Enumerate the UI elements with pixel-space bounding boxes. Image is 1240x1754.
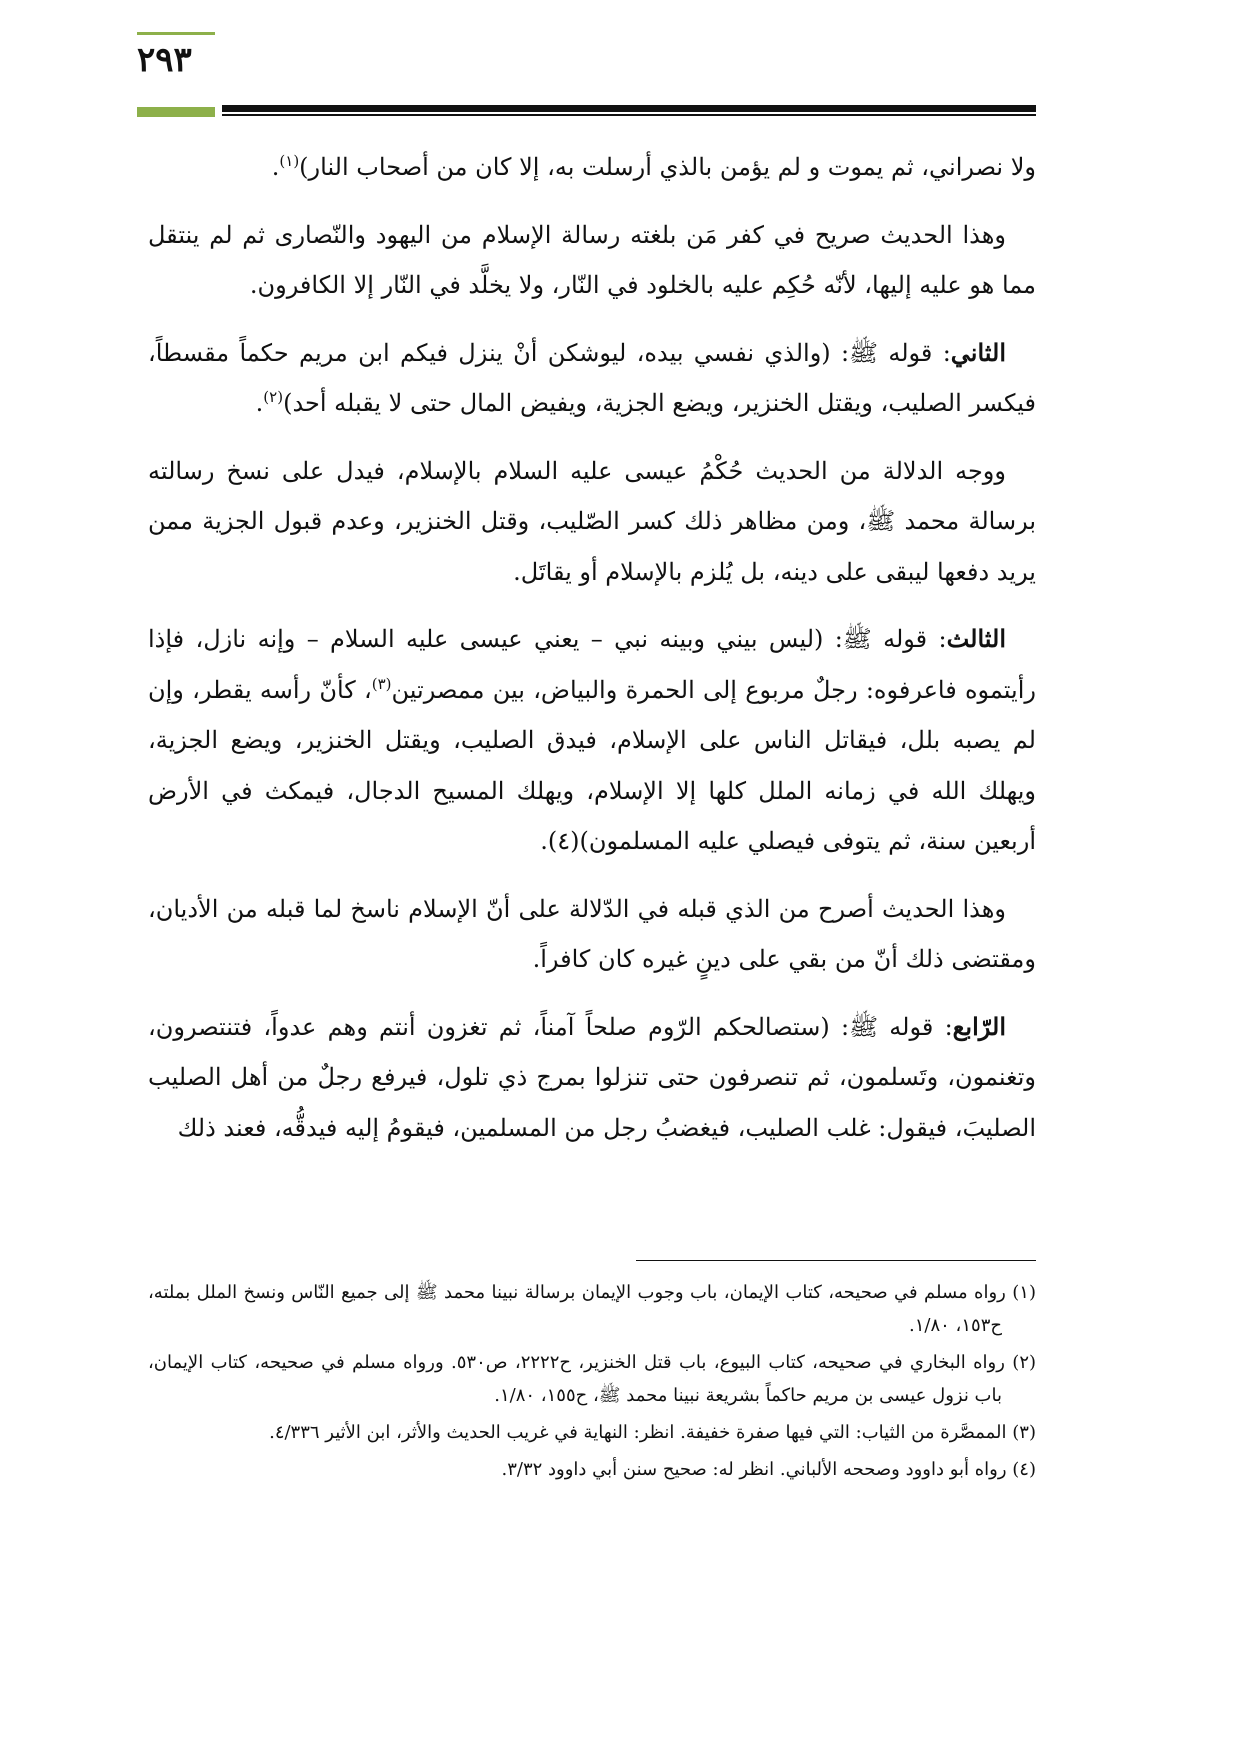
header-rule-thin [222, 114, 1036, 116]
footnote-ref: (١) [279, 152, 300, 170]
paragraph-tail: . [271, 153, 280, 181]
paragraph-text: : قوله ﷺ: (ليس بيني وبينه نبي – يعني عيسى عليه السلام – وإنه نازل، فإذا رأيتموه فاعرفوه: رجلٌ مربوع إلى الحمرة والبياض، بين ممصرتين [148, 625, 1036, 704]
paragraph-text: ووجه الدلالة من الحديث حُكْمُ عيسى عليه السلام بالإسلام، فيدل على نسخ رسالته برسالة محمد ﷺ، ومن مظاهر ذلك كسر الصّليب، وقتل الخنزير، وعدم قبول الجزية ممن يريد دفعها ليبقى على دينه، بل يُلزم بالإسلام أو يقاتَل. [148, 456, 1036, 586]
footnote-3: (٣) الممصَّرة من الثياب: التي فيها صفرة خفيفة. انظر: النهاية في غريب الحديث والأثر، ابن الأثير ٤/٣٣٦. [269, 1422, 1036, 1443]
paragraph-text: : قوله ﷺ: (والذي نفسي بيده، ليوشكن أنْ ينزل فيكم ابن مريم حكماً مقسطاً، فيكسر الصليب، ويقتل الخنزير، ويضع الجزية، ويفيض المال حتى لا يقبله أحد) [148, 338, 1036, 417]
footnotes [148, 1276, 1036, 1490]
footnote-4: (٤) رواه أبو داوود وصححه الألباني. انظر له: صحيح سنن أبي داوود ٣/٣٢. [501, 1459, 1036, 1480]
footnote-ref: (٢) [263, 388, 284, 406]
paragraph-heading: الثالث [946, 624, 1006, 653]
header-accent-bar [137, 32, 215, 35]
paragraph-heading: الثاني [950, 337, 1006, 367]
paragraph-text: وهذا الحديث أصرح من الذي قبله في الدّلالة على أنّ الإسلام ناسخ لما قبله من الأديان، ومقتضى ذلك أنّ من بقي على دينٍ غيره كان كافراً. [148, 894, 1036, 973]
paragraph-6 [148, 884, 1036, 985]
paragraph-5 [148, 614, 1036, 867]
paragraph-3 [148, 328, 1036, 429]
paragraph-tail: ، كأنّ رأسه يقطر، وإن لم يصبه بلل، فيقاتل الناس على الإسلام، فيدق الصليب، ويقتل الخنزير، ويضع الجزية، ويهلك الله في زمانه الملل كلها إلا الإسلام، ويهلك المسيح الدجال، فيمكث في الأرض أربعين سنة، ثم يتوفى فيصلي عليه المسلمون)(٤). [148, 675, 1037, 855]
header-accent-block [137, 107, 215, 117]
paragraph-4 [148, 446, 1036, 598]
footnote-separator [636, 1260, 1036, 1261]
paragraph-1 [148, 142, 1036, 193]
paragraph-heading: الرّابع [952, 1011, 1006, 1041]
paragraph-2 [148, 210, 1036, 311]
page-number: ٢٩٣ [137, 40, 192, 80]
footnote-ref: (٣) [371, 674, 392, 693]
paragraph-text: : قوله ﷺ: (ستصالحكم الرّوم صلحاً آمناً، ثم تغزون أنتم وهم عدواً، فتنتصرون، وتغنمون، وتَسلمون، ثم تنصرفون حتى تنزلوا بمرج ذي تلول، فيرفع رجلٌ من أهل الصليب الصليبَ، فيقول: غلب الصليب، فيغضبُ رجل من المسلمين، فيقومُ إليه فيدقُّه، فعند ذلك [148, 1012, 1036, 1142]
main-text [148, 142, 1036, 1170]
footnote-2: (٢) رواه البخاري في صحيحه، كتاب البيوع، باب قتل الخنزير، ح٢٢٢٢، ص٥٣٠. ورواه مسلم في صحيحه، كتاب الإيمان، باب نزول عيسى بن مريم حاكماً بشريعة نبينا محمد ﷺ، ح١٥٥، ١/٨٠. [148, 1352, 1037, 1406]
footnote-1: (١) رواه مسلم في صحيحه، كتاب الإيمان، باب وجوب الإيمان برسالة نبينا محمد ﷺ إلى جميع النّاس ونسخ الملل بملته، ح١٥٣، ١/٨٠. [148, 1282, 1036, 1336]
paragraph-7 [148, 1002, 1036, 1154]
paragraph-tail: . [255, 389, 264, 417]
header-rule-thick [222, 105, 1036, 112]
paragraph-text: ولا نصراني، ثم يموت و لم يؤمن بالذي أرسلت به، إلا كان من أصحاب النار) [299, 153, 1036, 181]
paragraph-text: وهذا الحديث صريح في كفر مَن بلغته رسالة الإسلام من اليهود والنّصارى ثم لم ينتقل مما هو عليه إليها، لأنّه حُكِم عليه بالخلود في النّار، ولا يخلَّد في النّار إلا الكافرون. [148, 220, 1036, 299]
